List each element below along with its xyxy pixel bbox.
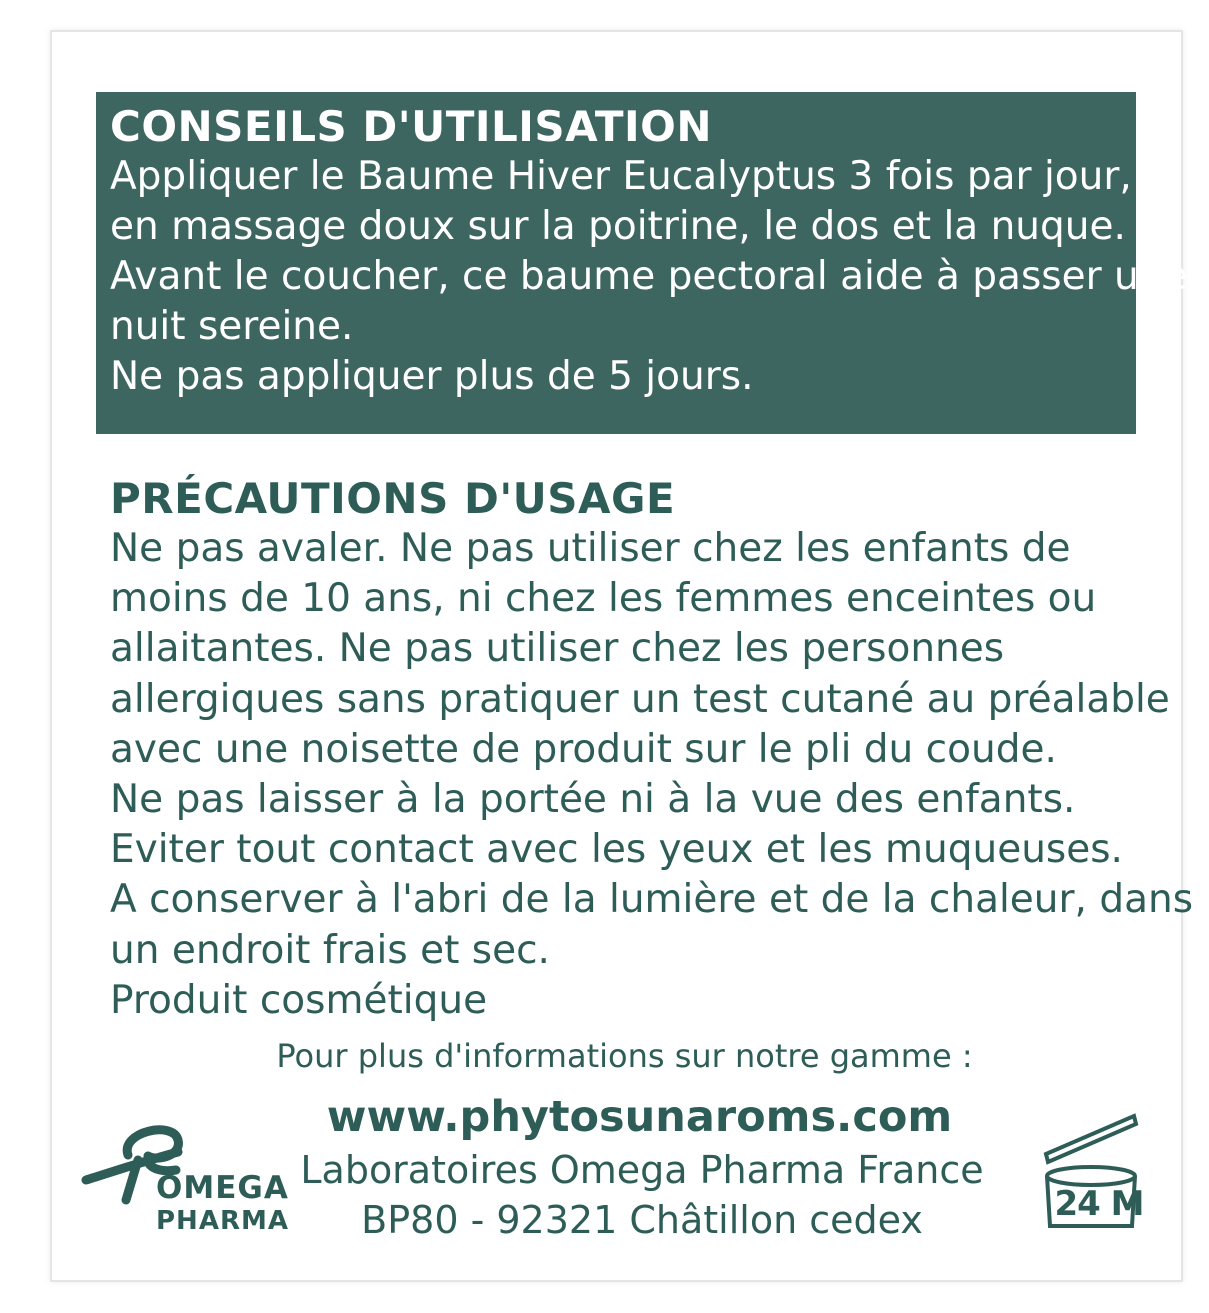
precautions-line: Ne pas laisser à la portée ni à la vue des enfants. <box>110 777 1076 823</box>
website-link[interactable]: www.phytosunaroms.com <box>326 1092 953 1142</box>
precautions-heading: PRÉCAUTIONS D'USAGE <box>110 474 676 523</box>
usage-line: Avant le coucher, ce baume pectoral aide à passer une <box>110 254 1188 299</box>
company-address: BP80 - 92321 Châtillon cedex <box>361 1198 923 1242</box>
logo-text-pharma: PHARMA <box>156 1206 289 1236</box>
company-name: Laboratoires Omega Pharma France <box>300 1148 984 1192</box>
precautions-line: allergiques sans pratiquer un test cutané au préalable <box>110 676 1170 722</box>
precautions-line: allaitantes. Ne pas utiliser chez les personnes <box>110 626 1005 672</box>
usage-line: Ne pas appliquer plus de 5 jours. <box>110 354 754 399</box>
usage-line: en massage doux sur la poitrine, le dos et la nuque. <box>110 204 1126 249</box>
precautions-line: un endroit frais et sec. <box>110 927 550 973</box>
usage-line: nuit sereine. <box>110 304 354 349</box>
precautions-line: moins de 10 ans, ni chez les femmes enceintes ou <box>110 576 1097 622</box>
precautions-line: A conserver à l'abri de la lumière et de la chaleur, dans <box>110 877 1194 923</box>
usage-line: Appliquer le Baume Hiver Eucalyptus 3 fois par jour, <box>110 154 1132 199</box>
precautions-line: Eviter tout contact avec les yeux et les muqueuses. <box>110 827 1123 873</box>
pao-label: 24 M <box>1054 1184 1144 1224</box>
precautions-section <box>110 474 1194 1026</box>
usage-heading: CONSEILS D'UTILISATION <box>110 102 712 151</box>
info-text: Pour plus d'informations sur notre gamme : <box>276 1037 973 1075</box>
logo-text-omega: OMEGA <box>156 1170 289 1206</box>
usage-section <box>96 92 1188 434</box>
precautions-line: Produit cosmétique <box>110 977 488 1023</box>
precautions-line: avec une noisette de produit sur le pli du coude. <box>110 726 1057 772</box>
precautions-line: Ne pas avaler. Ne pas utiliser chez les enfants de <box>110 526 1071 571</box>
